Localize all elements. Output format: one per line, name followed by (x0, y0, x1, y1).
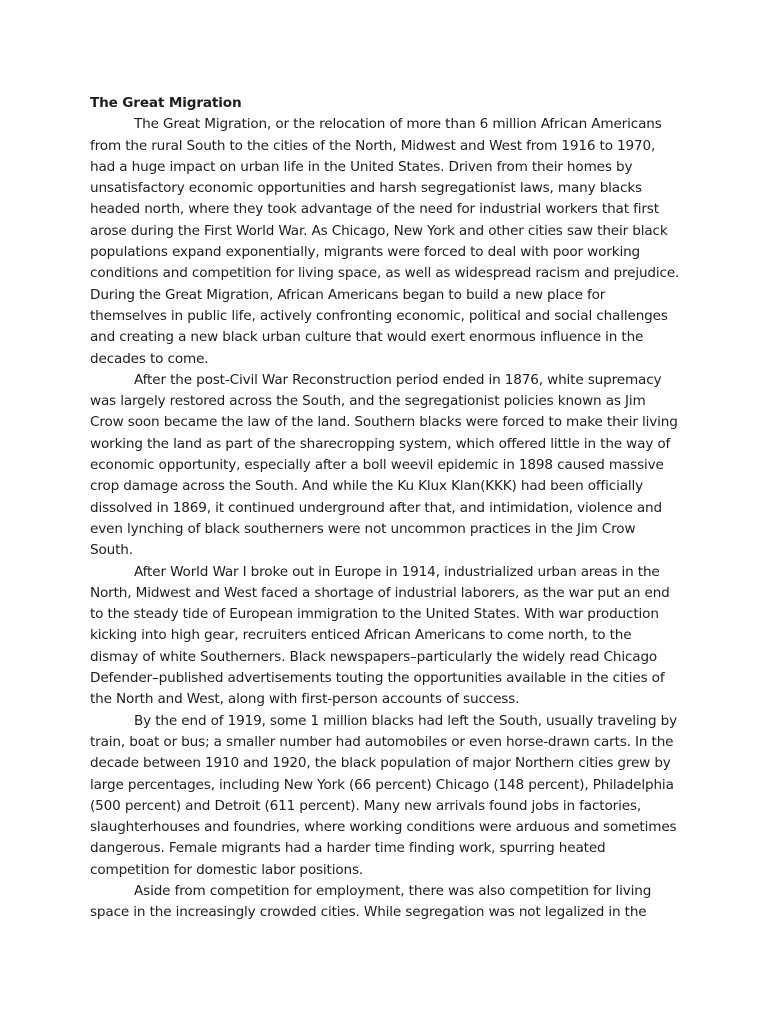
paragraph-3: After World War I broke out in Europe in 1914, industrialized urban areas in the North, Midwest and West faced a shortage of industrial laborers, as the war put an end to the steady tide of European immigration to the United States. With war production kicking into high gear, recruiters enticed African Americans to come north, to the dismay of white Southerners. Black newspapers–particularly the widely read Chicago Defender–published advertisements touting the opportunities available in the cities of the North and West, along with first-person accounts of success. (90, 563, 670, 708)
paragraph-4: By the end of 1919, some 1 million blacks had left the South, usually traveling by train, boat or bus; a smaller number had automobiles or even horse-drawn carts. In the decade between 1910 and 1920, the black population of major Northern cities grew by large percentages, including New York (66 percent) Chicago (148 percent), Philadelphia (500 percent) and Detroit (611 percent). Many new arrivals found jobs in factories, slaughterhouses and foundries, where working conditions were arduous and sometimes dangerous. Female migrants had a harder time finding work, spurring heated competition for domestic labor positions. (90, 712, 678, 878)
document-page (90, 93, 680, 924)
paragraph-5: Aside from competition for employment, there was also competition for living space in the increasingly crowded cities. While segregation was not legalized in the (90, 882, 652, 921)
paragraph-2: After the post-Civil War Reconstruction period ended in 1876, white supremacy was largely restored across the South, and the segregationist policies known as Jim Crow soon became the law of the land. Southern blacks were forced to make their living working the land as part of the sharecropping system, which offered little in the way of economic opportunity, especially after a boll weevil epidemic in 1898 caused massive crop damage across the South. And while the Ku Klux Klan(KKK) had been officially dissolved in 1869, it continued underground after that, and intimidation, violence and even lynching of black southerners were not uncommon practices in the Jim Crow South. (90, 371, 678, 559)
paragraph-1: The Great Migration, or the relocation of more than 6 million African Americans from the rural South to the cities of the North, Midwest and West from 1916 to 1970, had a huge impact on urban life in the United States. Driven from their homes by unsatisfactory economic opportunities and harsh segregationist laws, many blacks headed north, where they took advantage of the need for industrial workers that first arose during the First World War. As Chicago, New York and other cities saw their black populations expand exponentially, migrants were forced to deal with poor working conditions and competition for living space, as well as widespread racism and prejudice. During the Great Migration, African Americans began to build a new place for themselves in public life, actively confronting economic, political and social challenges and creating a new black urban culture that would exert enormous influence in the decades to come. (90, 116, 680, 367)
document-title: The Great Migration (90, 95, 242, 111)
